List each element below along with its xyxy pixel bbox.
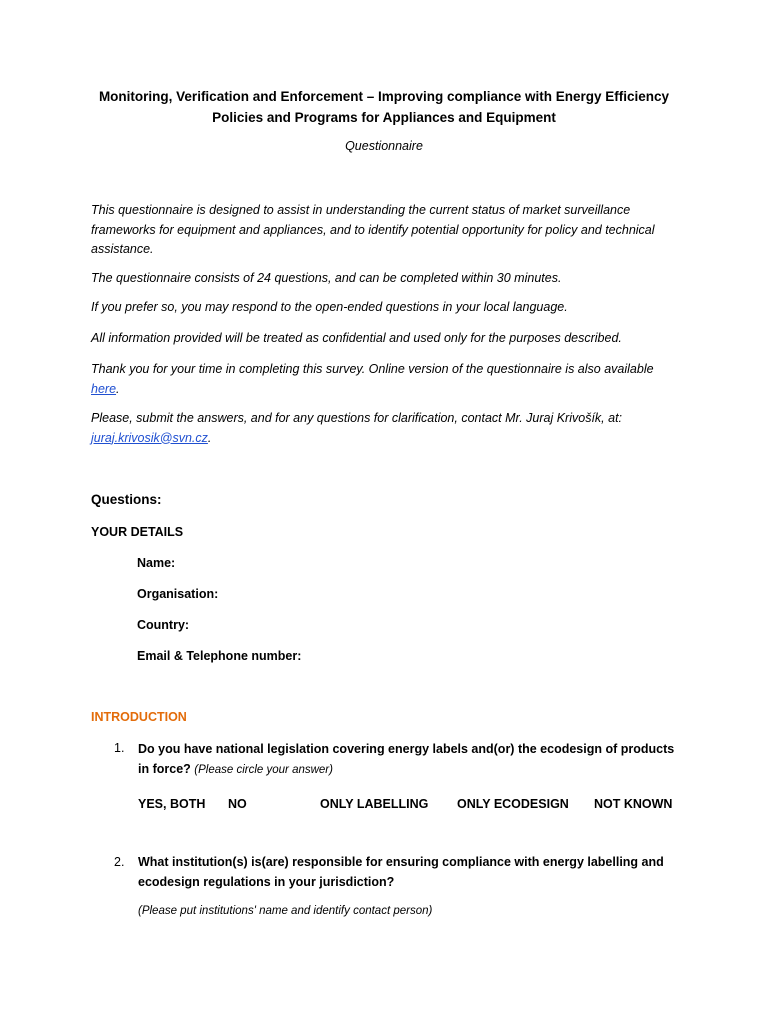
field-country-label: Country: (137, 618, 190, 632)
intro-paragraph-6 (91, 409, 681, 448)
document-title (40, 86, 728, 128)
question-1-prompt: Do you have national legislation covering energy labels and(or) the ecodesign of products in force? (138, 742, 675, 776)
document-title-line-1: Monitoring, Verification and Enforcement – Improving compliance with Energy Efficiency (98, 89, 670, 104)
intro-paragraph-3: If you prefer so, you may respond to the open-ended questions in your local language. (91, 300, 568, 314)
introduction-heading: INTRODUCTION (91, 710, 187, 724)
online-version-link[interactable]: here (91, 381, 117, 396)
question-2-text: What institution(s) is(are) responsible for ensuring compliance with energy labelling and ecodesign regulations in your jurisdiction? (138, 855, 664, 889)
intro-paragraph-5-text: Thank you for your time in completing this survey. Online version of the questionnaire is also available (91, 362, 654, 376)
q1-option-only-labelling[interactable]: ONLY LABELLING (320, 797, 429, 811)
question-1-note: (Please circle your answer) (194, 763, 333, 776)
question-2-hint: (Please put institutions' name and identify contact person) (138, 905, 433, 917)
question-2-number: 2. (114, 855, 125, 869)
q1-option-yes-both[interactable]: YES, BOTH (138, 797, 206, 811)
intro-paragraph-2: The questionnaire consists of 24 questions, and can be completed within 30 minutes. (91, 271, 562, 285)
intro-paragraph-6-end: . (207, 430, 212, 445)
question-1-number: 1. (114, 741, 125, 755)
intro-paragraph-5-end: . (116, 381, 120, 396)
intro-paragraph-5 (91, 360, 681, 399)
document-subtitle: Questionnaire (345, 139, 423, 153)
intro-paragraph-1: This questionnaire is designed to assist in understanding the current status of market surveillance frameworks for equipment and appliances, and to identify potential opportunity for policy and technical assistance. (91, 203, 655, 256)
questions-heading: Questions: (91, 492, 162, 507)
field-name-label: Name: (137, 556, 176, 570)
your-details-heading: YOUR DETAILS (91, 525, 184, 539)
question-1-text (138, 740, 678, 780)
field-organisation-label: Organisation: (137, 587, 219, 601)
document-title-line-2: Policies and Programs for Appliances and Equipment (212, 110, 556, 125)
q1-option-no[interactable]: NO (228, 797, 247, 811)
contact-email-link[interactable]: juraj.krivosik@svn.cz (91, 430, 208, 445)
intro-paragraph-6-text: Please, submit the answers, and for any questions for clarification, contact Mr. Juraj Krivošík, at: (91, 411, 623, 425)
intro-paragraph-4: All information provided will be treated as confidential and used only for the purposes described. (91, 331, 622, 345)
field-email-telephone-label: Email & Telephone number: (137, 649, 302, 663)
q1-option-only-ecodesign[interactable]: ONLY ECODESIGN (457, 797, 569, 811)
q1-option-not-known[interactable]: NOT KNOWN (594, 797, 673, 811)
